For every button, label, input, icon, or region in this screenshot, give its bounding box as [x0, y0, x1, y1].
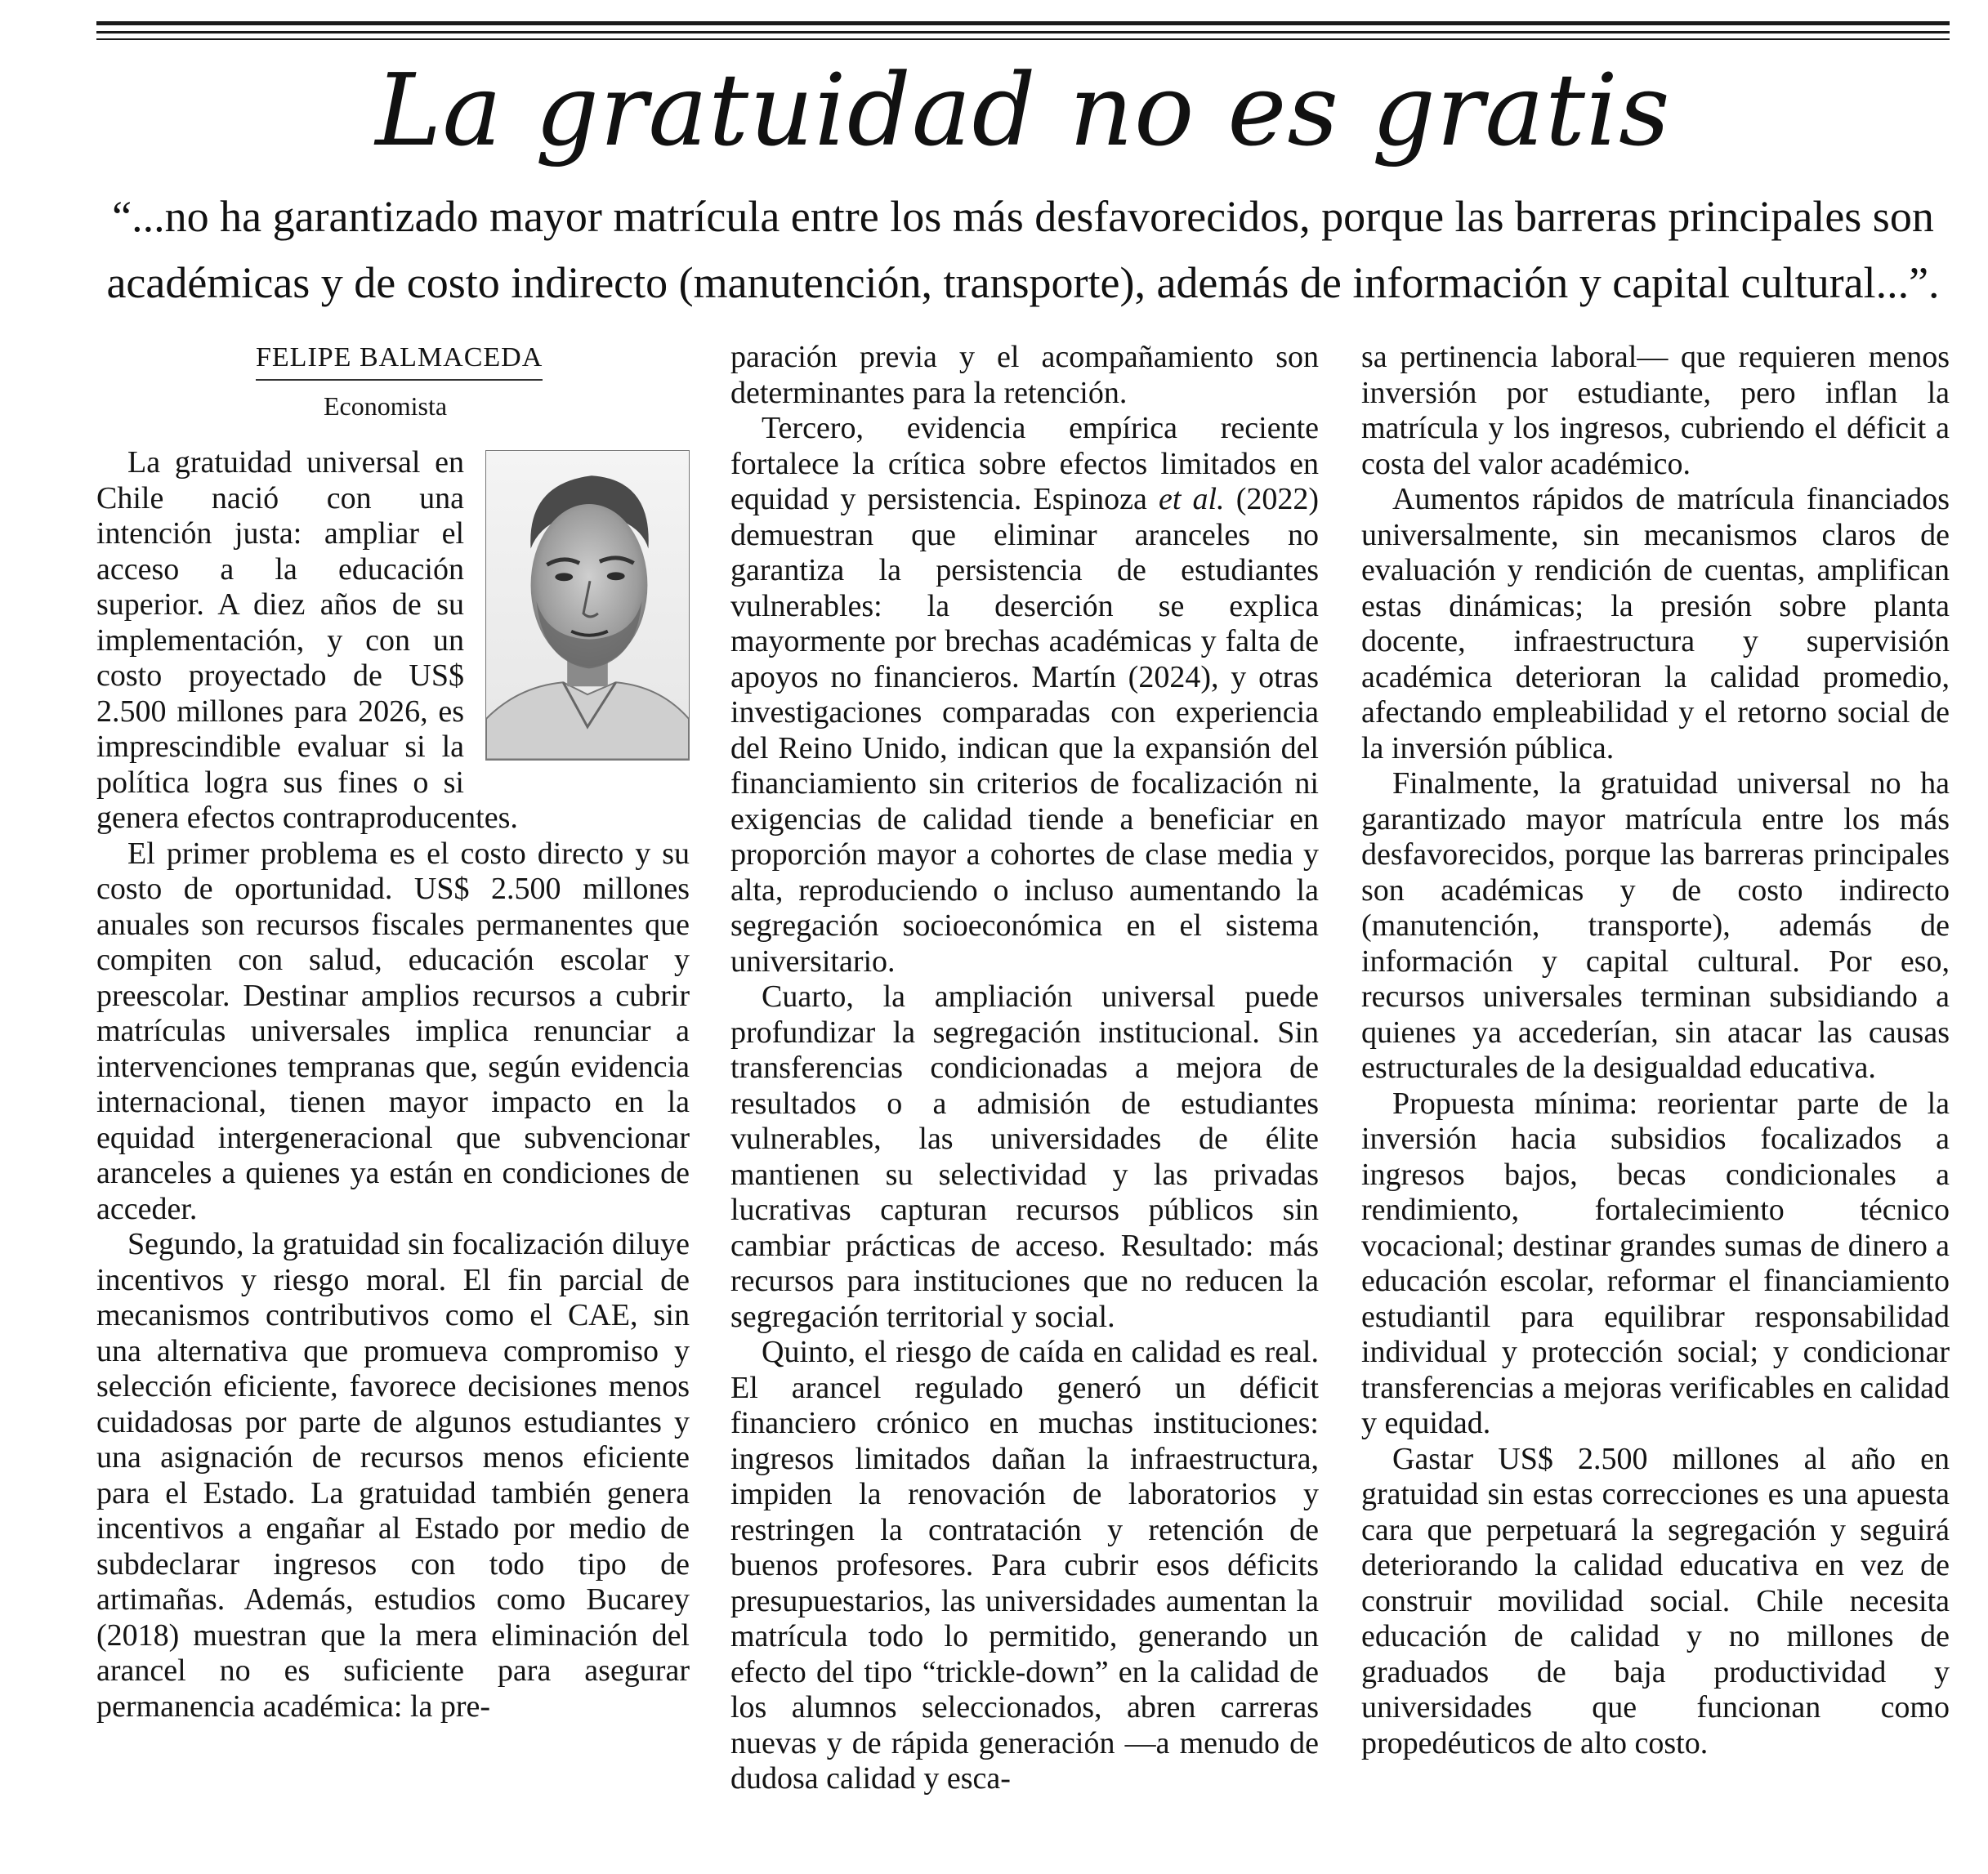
- citation-et-al: et al.: [1158, 482, 1225, 516]
- paragraph: Gastar US$ 2.500 millones al año en gratuidad sin estas correcciones es una apuesta cara que perpetuará la segregación y seguirá deteriorando la calidad educativa en vez de construir movilidad social. Chile necesita educación de calidad y no millones de graduados de baja productividad y universidades que funcionan como propedéuticos de alto costo.: [1361, 1441, 1950, 1760]
- paragraph: Segundo, la gratuidad sin focalización diluye incentivos y riesgo moral. El fin parcial de mecanismos contributivos como el CAE, sin una alternativa que promueva compromiso y selección eficiente, favorece decisiones menos cuidadosas por parte de algunos estudiantes y una asignación de recursos menos eficiente para el Estado. La gratuidad también genera incentivos a engañar al Estado por medio de subdeclarar ingresos con todo tipo de artimañas. Además, estudios como Bucarey (2018) muestran que la mera eliminación del arancel no es suficiente para asegurar permanencia académica: la pre-: [96, 1227, 690, 1724]
- paragraph: Cuarto, la ampliación universal puede profundizar la segregación institucional. Sin transferencias condicionadas a mejora de resultados o a admisión de estudiantes vulnerables, las universidades de élite mantienen su selectividad y las privadas lucrativas capturan recursos públicos sin cambiar prácticas de acceso. Resultado: más recursos para instituciones que no reducen la segregación territorial y social.: [730, 979, 1319, 1334]
- paragraph: Aumentos rápidos de matrícula financiados universalmente, sin mecanismos claros de evaluación y rendición de cuentas, amplifican estas dinámicas; la presión sobre planta docente, infraestructura y supervisión académica deterioran la calidad promedio, afectando empleabilidad y el retorno social de la inversión pública.: [1361, 482, 1950, 765]
- author-photo: [485, 450, 690, 761]
- paragraph: Propuesta mínima: reorientar parte de la inversión hacia subsidios focalizados a ingresos bajos, becas condicionales a rendimiento, fortalecimiento técnico vocacional; destinar grandes sumas de dinero a educación escolar, reformar el financiamiento estudiantil para equilibrar responsabilidad individual y protección social; y condicionar transferencias a mejoras verificables en calidad y equidad.: [1361, 1086, 1950, 1440]
- article-column-2: [730, 340, 1319, 1797]
- paragraph: Finalmente, la gratuidad universal no ha garantizado mayor matrícula entre los más desfavorecidos, porque las barreras principales son académicas y de costo indirecto (manutención, transporte), además de información y capital cultural. Por eso, recursos universales terminan subsidiando a quienes ya accederían, sin atacar las causas estructurales de la desigualdad educativa.: [1361, 766, 1950, 1085]
- paragraph: [730, 411, 1319, 979]
- paragraph: El primer problema es el costo directo y su costo de oportunidad. US$ 2.500 millones anuales son recursos fiscales permanentes que compiten con salud, educación escolar y preescolar. Destinar amplios recursos a cubrir matrículas universales implica renunciar a intervenciones tempranas que, según evidencia internacional, tienen mayor impacto en la equidad intergeneracional que subvencionar aranceles a quienes ya están en condiciones de acceder.: [96, 836, 690, 1226]
- paragraph-text: (2022) demuestran que eliminar aranceles no garantiza la persistencia de estudiantes vulnerables: la deserción se explica mayormente por brechas académicas y falta de apoyos no financieros. Martín (2024), y otras investigaciones comparadas con experiencia del Reino Unido, indican que la expansión del financiamiento sin criterios de focalización ni exigencias de calidad tiende a beneficiar en proporción mayor a cohortes de clase media y alta, reproduciendo o incluso aumentando la segregación socioeconómica en el sistema universitario.: [730, 482, 1319, 979]
- pull-quote-line-1: “...no ha garantizado mayor matrícula entre los más desfavorecidos, porque las barreras principales son: [112, 192, 1934, 241]
- article-column-3: [1361, 340, 1950, 1761]
- paragraph-text: Tercero, evidencia empírica reciente fortalece la crítica sobre efectos limitados en equidad y persistencia. Espinoza: [730, 411, 1319, 516]
- author-portrait-icon: [486, 451, 689, 760]
- header-rule-top: [96, 21, 1950, 25]
- article-column-1: [96, 445, 690, 1725]
- article-headline: La gratuidad no es gratis: [375, 52, 1671, 168]
- pull-quote-line-2: académicas y de costo indirecto (manutención, transporte), además de información y capital cultural...”.: [106, 258, 1940, 307]
- author-byline: FELIPE BALMACEDA: [256, 338, 543, 381]
- author-role: Economista: [324, 391, 448, 421]
- paragraph: sa pertinencia laboral— que requieren menos inversión por estudiante, pero inflan la matrícula y los ingresos, cubriendo el déficit a costa del valor académico.: [1361, 340, 1950, 481]
- pull-quote: [96, 184, 1950, 316]
- paragraph: paración previa y el acompañamiento son determinantes para la retención.: [730, 340, 1319, 410]
- paragraph: Quinto, el riesgo de caída en calidad es real. El arancel regulado generó un déficit financiero crónico en muchas instituciones: ingresos limitados dañan la infraestructura, impiden la renovación de laboratorios y restringen la contratación y retención de buenos profesores. Para cubrir esos déficits presupuestarios, las universidades aumentan la matrícula todo lo permitido, generando un efecto del tipo “trickle-down” en la calidad de los alumnos seleccionados, abren carreras nuevas y de rápida generación —a menudo de dudosa calidad y esca-: [730, 1335, 1319, 1796]
- paragraph: La gratuidad universal en Chile nació con una intención justa: ampliar el acceso a la educación superior. A diez años de su implementación, y con un costo proyectado de US$ 2.500 millones para 2026, es imprescindible evaluar si la política logra sus fines o si genera efectos contraproducentes.: [96, 445, 518, 835]
- header-rule-bottom: [96, 38, 1950, 40]
- header-rule-middle: [96, 31, 1950, 33]
